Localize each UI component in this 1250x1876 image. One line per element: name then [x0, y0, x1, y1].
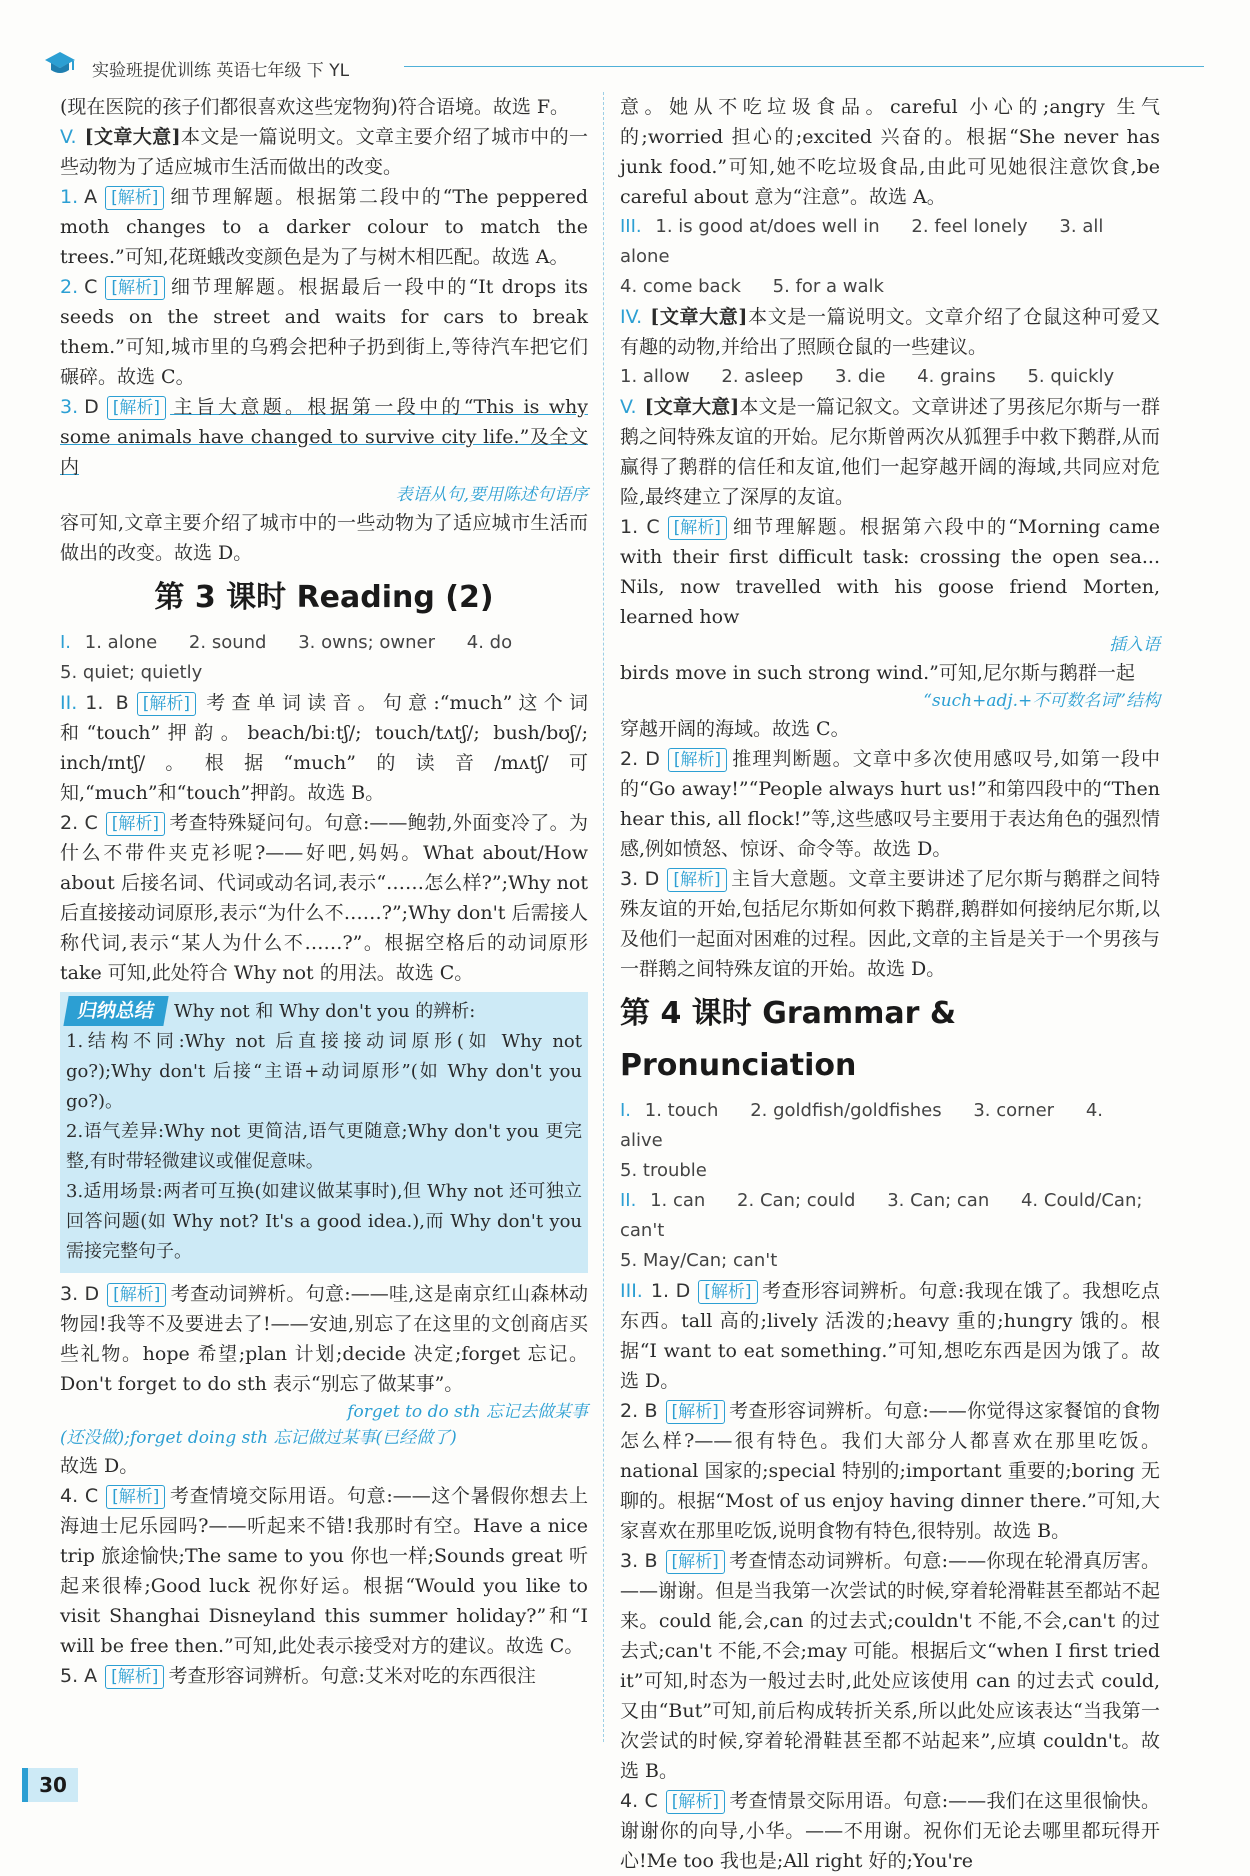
left-column	[60, 92, 588, 1691]
left-s2-q1: II. 1. B [解析] 考查单词读音。句意:“much”这个词和“touch”押韵。beach/biːtʃ/; touch/tʌtʃ/; bush/bʊʃ/; inch/ɪntʃ/。根据“much”的读音/mʌtʃ/可知,“much”和“touch”押韵。故选 B。	[60, 692, 589, 804]
header-rule	[404, 66, 1204, 67]
section-iv-answers: 1. allow 2. asleep 3. die 4. grains 5. quickly	[620, 366, 1115, 387]
right-q1: 1. C [解析] 细节理解题。根据第六段中的“Morning came with their first difficult task: crossing the open sea... Nils, now travelled with his goose friend Morten, learned how	[620, 516, 1160, 628]
header-title: 实验班提优训练 英语七年级 下 YL	[92, 61, 350, 81]
annotation-note: 插入语	[1109, 635, 1160, 655]
annotation-note: “such+adj.+不可数名词”结构	[923, 691, 1160, 711]
grammar-iii-q4: 4. C [解析] 考查情景交际用语。句意:——我们在这里很愉快。谢谢你的向导,小华。——不用谢。祝你们无论去哪里都玩得开心!Me too 我也是;All right 好的;You're	[620, 1790, 1160, 1872]
right-section-v: V. [文章大意]本文是一篇记叙文。文章讲述了男孩尼尔斯与一群鹅之间特殊友谊的开始。尼尔斯曾两次从狐狸手中救下鹅群,从而赢得了鹅群的信任和友谊,他们一起穿越开阔的海域,共同应对危险,最终建立了深厚的友谊。	[620, 396, 1160, 508]
annotation-note: 表语从句,要用陈述句语序	[395, 485, 588, 505]
summary-box	[60, 992, 588, 1273]
section-iii-answers: III. 1. is good at/does well in 2. feel lonely 3. all alone 4. come back 5. for a walk	[620, 216, 1104, 297]
right-q2: 2. D [解析] 推理判断题。文章中多次使用感叹号,如第一段中的“Go away!”“People always hurt us!”和第四段中的“Then hear this, all flock!”等,这些感叹号主要用于表达角色的强烈情感,例如愤怒、惊讶、命令等。故选 D。	[620, 748, 1160, 860]
right-q1-cont: birds move in such strong wind.”可知,尼尔斯与鹅群一起	[620, 662, 1135, 684]
summary-2: 2.语气差异:Why not 更简洁,语气更随意;Why don't you 更完整,有时带轻微建议或催促意味。	[66, 1121, 582, 1172]
summary-3: 3.适用场景:两者可互换(如建议做某事时),但 Why not 还可独立回答问题(如 Why not? It's a good idea.),而 Why don't you 需接完整句子。	[66, 1181, 582, 1262]
right-column	[620, 92, 1160, 1876]
summary-head: 归纳总结 Why not 和 Why don't you 的辨析:	[66, 996, 582, 1027]
left-section-v: V. [文章大意]本文是一篇说明文。文章主要介绍了城市中的一些动物为了适应城市生活而做出的改变。	[60, 126, 588, 178]
header	[44, 44, 1204, 84]
right-q1-end: 穿越开阔的海域。故选 C。	[620, 718, 850, 740]
right-section-iv: IV. [文章大意]本文是一篇说明文。文章介绍了仓鼠这种可爱又有趣的动物,并给出了照顾仓鼠的一些建议。	[620, 306, 1160, 358]
summary-1: 1.结构不同:Why not 后直接接动词原形(如 Why not go?);Why don't 后接“主语+动词原形”(如 Why don't you go?)。	[66, 1031, 582, 1112]
left-s2-q2: 2. C [解析] 考查特殊疑问句。句意:——鲍勃,外面变冷了。为什么不带件夹克衫呢?——好吧,妈妈。What about/How about 后接名词、代词或动名词,表示“……怎么样?”;Why not 后直接接动词原形,表示“为什么不……?”;Why don't 后需接人称代词,表示“某人为什么不……?”。根据空格后的动词原形 take 可知,此处符合 Why not 的用法。故选 C。	[60, 812, 588, 984]
graduation-cap-icon	[44, 50, 76, 78]
lesson-3-heading: 第 3 课时 Reading (2)	[154, 580, 494, 615]
left-s2-q4: 4. C [解析] 考查情境交际用语。句意:——这个暑假你想去上海迪士尼乐园吗?——听起来不错!我那时有空。Have a nice trip 旅途愉快;The same to you 你也一样;Sounds great 听起来很棒;Good luck 祝你好运。根据“Would you like to visit Shanghai Disneyland this summer holiday?”和“I will be free then.”可知,此处表示接受对方的建议。故选 C。	[60, 1485, 589, 1657]
right-p1: 意。她从不吃垃圾食品。careful 小心的;angry 生气的;worried 担心的;excited 兴奋的。根据“She never has junk food.”可知,她不吃垃圾食品,由此可见她很注意饮食,be careful about 意为“注意”。故选 A。	[620, 96, 1160, 208]
left-s2-q3: 3. D [解析] 考查动词辨析。句意:——哇,这是南京红山森林动物园!我等不及要进去了!——安迪,别忘了在这里的文创商店买些礼物。hope 希望;plan 计划;decide 决定;forget 忘记。Don't forget to do sth 表示“别忘了做某事”。	[60, 1283, 588, 1395]
page-number: 30	[22, 1768, 78, 1802]
annotation-note: (还没做);forget doing sth 忘记做过某事(已经做了)	[60, 1428, 457, 1448]
right-q3: 3. D [解析] 主旨大意题。文章主要讲述了尼尔斯与鹅群之间特殊友谊的开始,包括尼尔斯如何救下鹅群,鹅群如何接纳尼尔斯,以及他们一起面对困难的过程。因此,文章的主旨是关于一个男孩与一群鹅之间特殊友谊的开始。故选 D。	[620, 868, 1160, 980]
left-q2: 2. C [解析] 细节理解题。根据最后一段中的“It drops its seeds on the street and waits for cars to break them.”可知,城市里的乌鸦会把种子扔到街上,等待汽车把它们碾碎。故选 C。	[60, 276, 588, 388]
left-q3-cont: 容可知,文章主要介绍了城市中的一些动物为了适应城市生活而做出的改变。故选 D。	[60, 512, 588, 564]
section-i-answers: I. 1. alone 2. sound 3. owns; owner 4. do 5. quiet; quietly	[60, 632, 513, 683]
grammar-iii-q1: III. 1. D [解析] 考查形容词辨析。句意:我现在饿了。我想吃点东西。tall 高的;lively 活泼的;heavy 重的;hungry 饿的。根据“I want to eat something.”可知,想吃东西是因为饿了。故选 D。	[620, 1280, 1160, 1392]
grammar-iii-q2: 2. B [解析] 考查形容词辨析。句意:——你觉得这家餐馆的食物怎么样?——很有特色。我们大部分人都喜欢在那里吃饭。national 国家的;special 特别的;important 重要的;boring 无聊的。根据“Most of us enjoy having dinner there.”可知,大家喜欢在那里吃饭,说明食物有特色,很特别。故选 B。	[620, 1400, 1161, 1542]
column-divider	[603, 92, 604, 1742]
left-s2-q3-end: 故选 D。	[60, 1455, 139, 1477]
grammar-iii-q3: 3. B [解析] 考查情态动词辨析。句意:——你现在轮滑真厉害。——谢谢。但是当我第一次尝试的时候,穿着轮滑鞋甚至都站不起来。could 能,会,can 的过去式;couldn't 不能,不会,can't 的过去式;can't 不能,不会;may 可能。根据后文“when I first tried it”可知,时态为一般过去时,此处应该使用 can 的过去式 could,又由“But”可知,前后构成转折关系,所以此处应该表达“当我第一次尝试的时候,穿着轮滑鞋甚至都不站起来”,应填 couldn't。故选 B。	[620, 1550, 1161, 1782]
left-q1: 1. A [解析] 细节理解题。根据第二段中的“The peppered moth changes to a darker colour to match the trees.”可知,花斑蛾改变颜色是为了与树木相匹配。故选 A。	[60, 186, 588, 268]
summary-title: 归纳总结	[63, 996, 168, 1026]
left-s2-q5: 5. A [解析] 考查形容词辨析。句意:艾米对吃的东西很注	[60, 1665, 536, 1687]
lesson-4-heading: 第 4 课时 Grammar & Pronunciation	[620, 996, 957, 1083]
annotation-note: forget to do sth 忘记去做某事	[347, 1402, 588, 1422]
left-p1: (现在医院的孩子们都很喜欢这些宠物狗)符合语境。故选 F。	[60, 96, 570, 118]
grammar-i-answers: I. 1. touch 2. goldfish/goldfishes 3. corner 4. alive 5. trouble	[620, 1100, 1104, 1181]
grammar-ii-answers: II. 1. can 2. Can; could 3. Can; can 4. Could/Can; can't 5. May/Can; can't	[620, 1190, 1143, 1271]
left-q3: 3. D [解析] 主旨大意题。根据第一段中的“This is why some animals have changed to survive city life.”及全文内	[60, 396, 588, 478]
